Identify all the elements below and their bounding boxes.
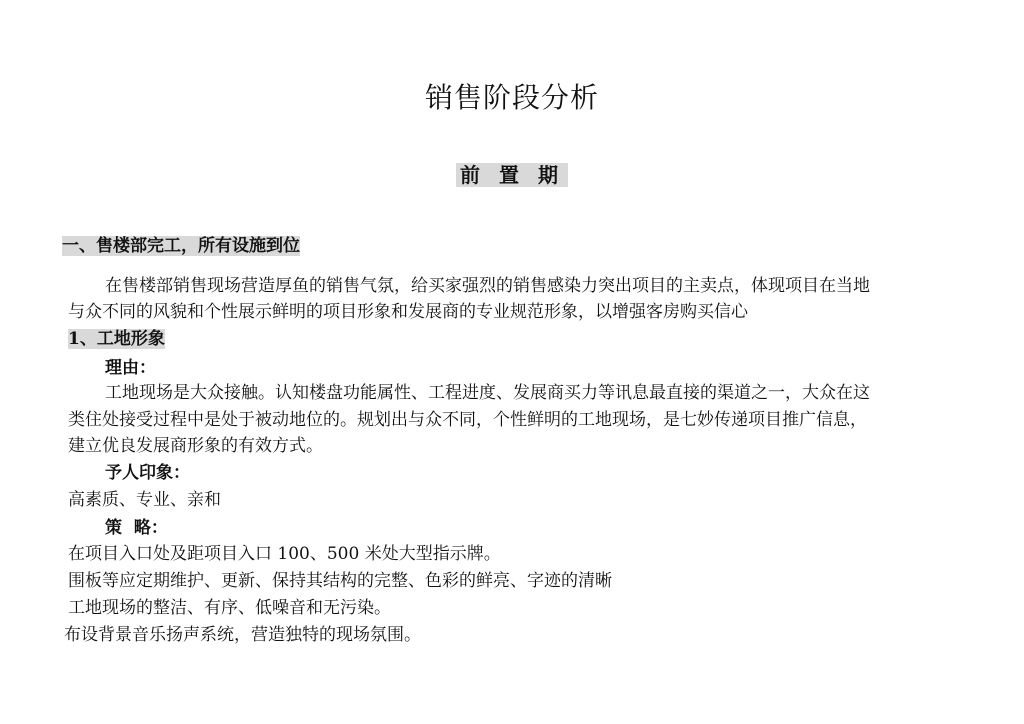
phase-title xyxy=(0,160,1024,190)
phase-title-text: 前 置 期 xyxy=(456,163,568,187)
reason-paragraph-line-1: 工地现场是大众接触。认知楼盘功能属性、工程进度、发展商买力等讯息最直接的渠道之一，大众在这 xyxy=(105,383,870,403)
section-heading-text: 一、售楼部完工，所有设施到位 xyxy=(62,236,300,256)
intro-paragraph-line-2: 与众不同的风貌和个性展示鲜明的项目形象和发展商的专业规范形象，以增强客房购买信心 xyxy=(68,302,748,322)
reason-paragraph-line-2: 类住处接受过程中是处于被动地位的。规划出与众不同，个性鲜明的工地现场，是七妙传递项目推广信息， xyxy=(68,410,867,430)
reason-label: 理由： xyxy=(105,358,156,378)
subsection-heading xyxy=(68,328,165,350)
strategy-item: 在项目入口处及距项目入口 100、500 米处大型指示牌。 xyxy=(68,544,501,564)
strategy-item: 围板等应定期维护、更新、保持其结构的完整、色彩的鲜亮、字迹的清晰 xyxy=(68,571,612,591)
subsection-heading-text: 1、工地形象 xyxy=(68,329,165,349)
document-title: 销售阶段分析 xyxy=(424,81,599,114)
strategy-item: 工地现场的整洁、有序、低噪音和无污染。 xyxy=(68,598,391,618)
reason-paragraph-line-3: 建立优良发展商形象的有效方式。 xyxy=(68,436,323,456)
impression-text: 高素质、专业、亲和 xyxy=(68,490,221,510)
impression-label: 予人印象： xyxy=(105,463,190,483)
strategy-item: 布设背景音乐扬声系统，营造独特的现场氛围。 xyxy=(64,625,421,645)
intro-paragraph-line-1: 在售楼部销售现场营造厚鱼的销售气氛，给买家强烈的销售感染力突出项目的主卖点，体现项目在当地 xyxy=(105,276,870,296)
strategy-label: 策 略： xyxy=(105,518,168,538)
section-heading xyxy=(62,235,300,257)
